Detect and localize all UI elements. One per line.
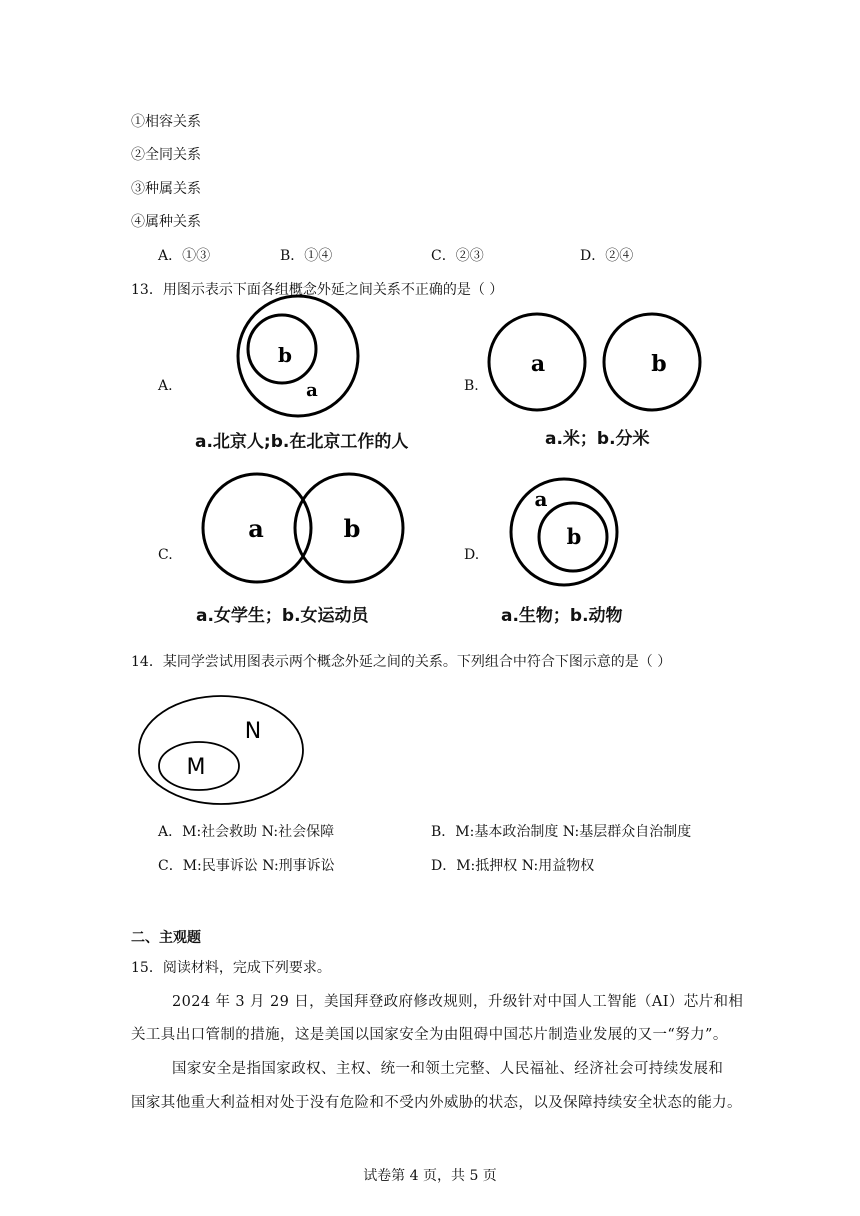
q13-item-d-letter: D. — [464, 547, 480, 563]
option-4: ④属种关系 — [131, 214, 201, 230]
venn-d-outer-label: a — [534, 487, 548, 511]
material-para-2-line-1: 国家安全是指国家政权、主权、统一和领土完整、人民福祉、经济社会可持续发展和 — [172, 1061, 724, 1077]
q13-caption-a: a.北京人;b.在北京工作的人 — [195, 432, 409, 452]
venn-b — [489, 314, 700, 410]
option-3: ③种属关系 — [131, 181, 201, 197]
option-2: ②全同关系 — [131, 147, 201, 163]
q14-choice-b: B．M:基本政治制度 N:基层群众自治制度 — [431, 824, 692, 840]
venn-a-outer-circle — [238, 296, 358, 416]
q13-stem: 13．用图示表示下面各组概念外延之间关系不正确的是（ ） — [131, 282, 504, 298]
material-para-1-line-1: 2024 年 3 月 29 日，美国拜登政府修改规则，升级针对中国人工智能（AI）芯片和相 — [172, 994, 744, 1010]
q13-item-b-letter: B. — [464, 378, 479, 394]
material-para-2-line-2: 国家其他重大利益相对处于没有危险和不受内外威胁的状态，以及保障持续安全状态的能力。 — [131, 1095, 742, 1111]
venn-b-left-label: a — [530, 351, 546, 377]
section-title: 二、主观题 — [131, 930, 201, 946]
venn-a-outer-label: a — [306, 380, 318, 401]
q13-caption-d: a.生物；b.动物 — [501, 606, 623, 626]
page-footer: 试卷第 4 页，共 5 页 — [363, 1168, 497, 1184]
q14-stem: 14．某同学尝试用图表示两个概念外延之间的关系。下列组合中符合下图示意的是（ ） — [131, 654, 672, 670]
q15-stem: 15．阅读材料，完成下列要求。 — [131, 960, 331, 976]
q12-choice-b: B．①④ — [280, 248, 333, 264]
venn-c — [203, 474, 403, 582]
material-para-1-line-2: 关工具出口管制的措施，这是美国以国家安全为由阻碍中国芯片制造业发展的又一“努力”。 — [131, 1027, 728, 1043]
q12-choice-c: C．②③ — [431, 248, 484, 264]
q13-caption-b: a.米；b.分米 — [545, 429, 650, 449]
venn-c-right-label: b — [343, 514, 361, 543]
q14-choice-a: A．M:社会救助 N:社会保障 — [158, 824, 335, 840]
q14-choice-d: D．M:抵押权 N:用益物权 — [431, 858, 595, 874]
q12-choice-d: D．②④ — [580, 248, 634, 264]
q14-choice-c: C．M:民事诉讼 N:刑事诉讼 — [158, 858, 335, 874]
option-1: ①相容关系 — [131, 114, 201, 130]
venn-a — [238, 296, 358, 416]
q13-caption-c: a.女学生；b.女运动员 — [196, 606, 369, 626]
venn-d-inner-label: b — [566, 524, 582, 549]
q13-item-a-letter: A. — [158, 378, 173, 394]
q14-inner-label: M — [186, 755, 206, 780]
q12-choice-a: A．①③ — [158, 248, 211, 264]
q14-outer-label: N — [244, 719, 262, 744]
q14-outer-ellipse — [139, 696, 303, 804]
venn-c-left-label: a — [248, 514, 264, 543]
venn-b-right-label: b — [651, 351, 667, 377]
venn-d — [511, 479, 617, 585]
q13-item-c-letter: C. — [158, 547, 173, 563]
venn-a-inner-label: b — [278, 343, 292, 367]
q14-diagram — [139, 696, 303, 804]
